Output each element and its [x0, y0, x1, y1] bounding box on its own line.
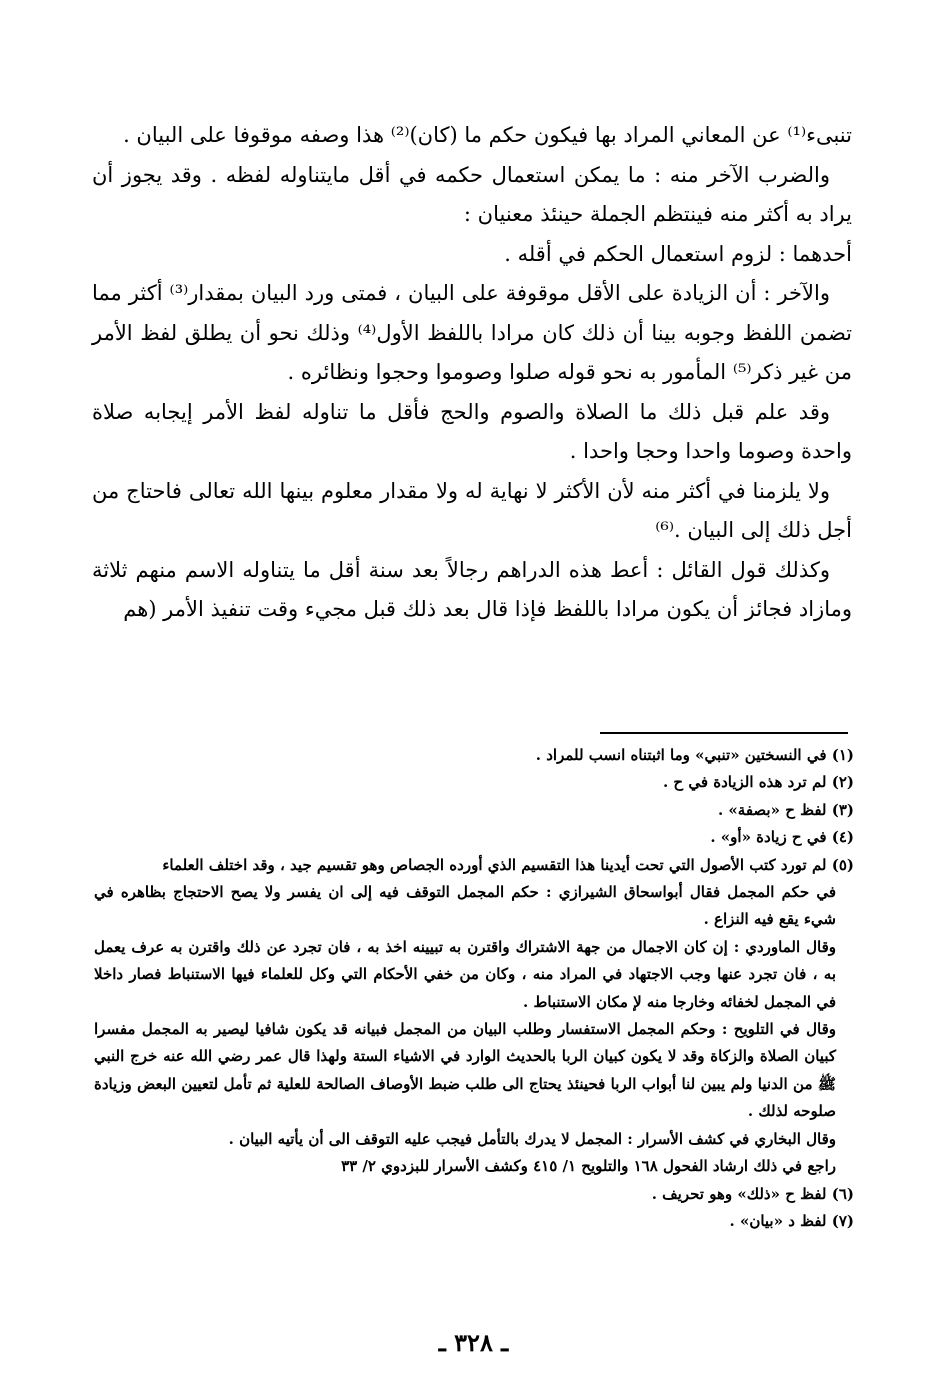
footnotes-section	[94, 742, 854, 1235]
footnote-4: (٤) في ح زيادة «أو» .	[710, 828, 854, 847]
footnote-3: (٣) لفظ ح «بصفة» .	[717, 800, 854, 819]
footnote-5-continuation: وقال في التلويح : وحكم المجمل الاستفسار وطلب البيان من المجمل فبيانه قد يكون شافيا ليصير به المجمل مفسرا كبيان الصلاة والزكاة وقد لا يكون كبيان الربا بالحديث الوارد في الاشياء الستة ولهذا قال عمر رضي الله عنه خرج النبي ﷺ من الدنيا ولم يبين لنا أبواب الربا فحينئذ يحتاج الى طلب ضبط الأوصاف الصالحة للعلية ثم تأمل لتعيين البعض وزيادة صلوحه لذلك .	[94, 1020, 836, 1121]
paragraph-1: تنبىء⁽¹⁾ عن المعاني المراد بها فيكون حكم ما (كان)⁽²⁾ هذا وصفه موقوفا على البيان .	[123, 123, 852, 147]
footnote-5-references: راجع في ذلك ارشاد الفحول ١٦٨ والتلويح ١/ ٤١٥ وكشف الأسرار للبزدوي ٢/ ٣٣	[341, 1157, 836, 1176]
paragraph-2: والضرب الآخر منه : ما يمكن استعمال حكمه في أقل مايتناوله لفظه . وقد يجوز أن يراد به أكثر منه فينتظم الجملة حينئذ معنيان :	[92, 162, 852, 226]
paragraph-5: وقد علم قبل ذلك ما الصلاة والصوم والحج فأقل ما تناوله لفظ الأمر إيجابه صلاة واحدة وصوما واحدا وحجا واحدا .	[92, 399, 852, 463]
footnote-2: (٢) لم ترد هذه الزيادة في ح .	[662, 773, 854, 792]
footnote-6: (٦) لفظ ح «ذلك» وهو تحريف .	[651, 1184, 854, 1203]
footnote-divider	[600, 732, 848, 734]
footnote-5-continuation: وقال الماوردي : إن كان الاجمال من جهة الاشتراك واقترن به تبيينه اخذ به ، فان تجرد عن ذلك واقترن به عرف يعمل به ، فان تجرد عنها وجب الاجتهاد في المراد منه ، وكان من خفي الأحكام التي وكل للعلماء فيها الاستنباط فصار داخلا في المجمل لخفائه وخارجا منه لإ مكان الاستنباط .	[94, 937, 836, 1011]
footnote-5-continuation: وقال البخاري في كشف الأسرار : المجمل لا يدرك بالتأمل فيجب عليه التوقف الى أن يأتيه البيان .	[228, 1129, 836, 1148]
paragraph-3: أحدهما : لزوم استعمال الحكم في أقله .	[504, 241, 852, 266]
footnote-5-continuation: في حكم المجمل فقال أبواسحاق الشيرازي : حكم المجمل التوقف فيه إلى ان يفسر ولا يصح الاحتجاج بظاهره في شيء يقع فيه النزاع .	[94, 883, 836, 929]
main-text-body	[92, 116, 852, 630]
paragraph-7: وكذلك قول القائل : أعط هذه الدراهم رجالاً بعد سنة أقل ما يتناوله الاسم منهم ثلاثة ومازاد فجائز أن يكون مرادا باللفظ فإذا قال بعد ذلك قبل مجيء وقت تنفيذ الأمر (هم	[92, 557, 852, 621]
page-number: ـ ٣٢٨ ـ	[438, 1328, 509, 1357]
footnote-5: (٥) لم تورد كتب الأصول التي تحت أيدينا هذا التقسيم الذي أورده الجصاص وهو تقسيم جيد ، وقد اختلف العلماء	[162, 855, 854, 874]
paragraph-6: ولا يلزمنا في أكثر منه لأن الأكثر لا نهاية له ولا مقدار معلوم بينها الله تعالى فاحتاج من أجل ذلك إلى البيان .⁽⁶⁾	[92, 478, 852, 542]
footnote-1: (١) في النسختين «تنبي» وما اثبتناه انسب للمراد .	[535, 746, 854, 764]
footnote-7: (٧) لفظ د «بيان» .	[729, 1211, 854, 1230]
paragraph-4: والآخر : أن الزيادة على الأقل موقوفة على البيان ، فمتى ورد البيان بمقدار⁽³⁾ أكثر مما تضمن اللفظ وجوبه بينا أن ذلك كان مرادا باللفظ الأول⁽⁴⁾ وذلك نحو أن يطلق لفظ الأمر من غير ذكر⁽⁵⁾ المأمور به نحو قوله صلوا وصوموا وحجوا ونظائره .	[92, 281, 853, 384]
